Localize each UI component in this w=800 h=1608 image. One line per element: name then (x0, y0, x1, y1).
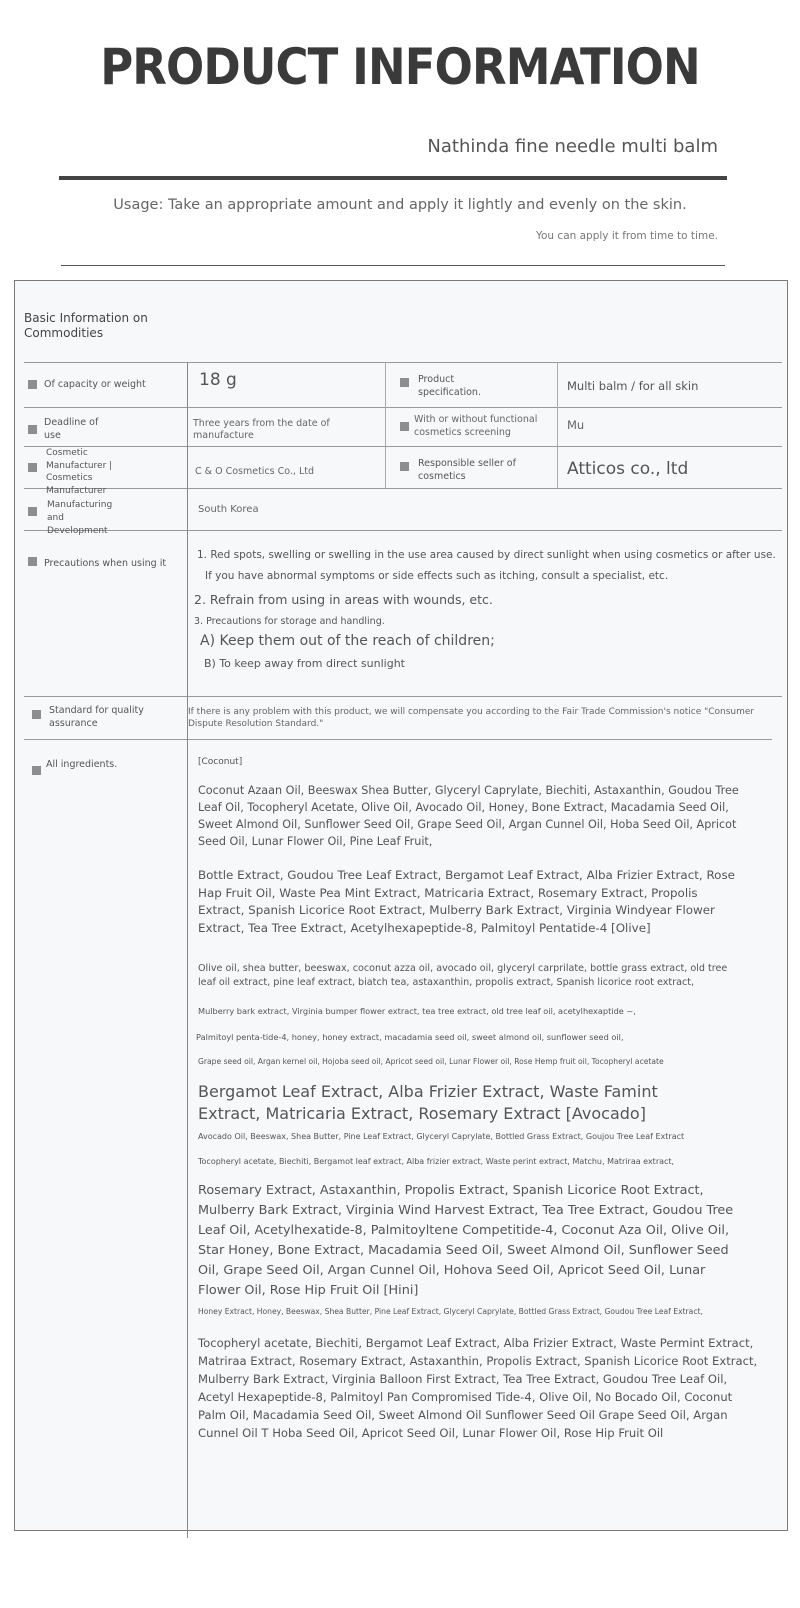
row-divider (24, 488, 782, 489)
bullet-square-icon (400, 378, 409, 387)
column-divider (187, 362, 188, 1538)
spec-label: Product specification. (418, 374, 481, 398)
ingredient-paragraph: Honey Extract, Honey, Beeswax, Shea Butter, Pine Leaf Extract, Glyceryl Caprylate, Bottled Grass Extract, Goudou Tree Leaf Extract, (198, 1307, 703, 1316)
seller-value: Atticos co., ltd (567, 459, 689, 479)
bullet-square-icon (28, 557, 37, 566)
seller-label: Responsible seller of cosmetics (418, 458, 516, 482)
precaution-item: If you have abnormal symptoms or side effects such as itching, consult a specialist, etc. (205, 570, 669, 582)
deadline-label: Deadline of use (44, 417, 99, 441)
usage-note: You can apply it from time to time. (535, 230, 718, 242)
manufacturer-value: C & O Cosmetics Co., Ltd (195, 466, 315, 477)
origin-value: South Korea (198, 504, 259, 515)
precaution-item: A) Keep them out of the reach of children; (200, 633, 495, 649)
section-heading: Basic Information on Commodities (24, 311, 148, 340)
ingredient-paragraph: Olive oil, shea butter, beeswax, coconut azza oil, avocado oil, glyceryl carprilate, bottle grass extract, old tree leaf oil extract, pine leaf extract, biatch tea, astaxanthin, propolis extract, Spanish licorice root extract, (198, 963, 728, 988)
column-divider (557, 362, 558, 488)
quality-label: Standard for quality assurance (49, 705, 144, 729)
manufacturer-label: Cosmetic Manufacturer | Cosmetics Manufacturer (46, 448, 113, 496)
bullet-square-icon (400, 422, 409, 431)
ingredient-paragraph: Tocopheryl acetate, Biechiti, Bergamot Leaf Extract, Alba Frizier Extract, Waste Permint Extract, Matriraa Extract, Rosemary Extract, Astaxanthin, Propolis Extract, Spanish Licorice Root Extract, Mulberry Bark Extract, Virginia Balloon First Extract, Tea Tree Extract, Goudou Tree Leaf Oil, Acetyl Hexapeptide-8, Palmitoyl Pan Compromised Tide-4, Olive Oil, No Bocado Oil, Coconut Palm Oil, Macadamia Seed Oil, Sweet Almond Oil Sunflower Seed Oil Grape Seed Oil, Argan Cunnel Oil T Hoba Seed Oil, Apricot Seed Oil, Lunar Flower Oil, Rose Hip Fruit Oil (198, 1336, 758, 1440)
deadline-value: Three years from the date of manufacture (193, 418, 330, 441)
row-divider (24, 696, 782, 697)
bullet-square-icon (32, 710, 41, 719)
ingredient-paragraph: Bergamot Leaf Extract, Alba Frizier Extract, Waste Famint Extract, Matricaria Extract, Rosemary Extract [Avocado] (198, 1082, 658, 1123)
bullet-square-icon (28, 380, 37, 389)
ingredient-paragraph: Avocado Oil, Beeswax, Shea Butter, Pine Leaf Extract, Glyceryl Caprylate, Bottled Grass Extract, Goujou Tree Leaf Extract (198, 1132, 685, 1141)
ingredient-paragraph: Mulberry bark extract, Virginia bumper flower extract, tea tree extract, old tree leaf oil, acetylhexaptide ~, (198, 1006, 636, 1016)
bullet-square-icon (32, 766, 41, 775)
row-divider (24, 530, 782, 531)
ingredients-label: All ingredients. (46, 759, 118, 770)
column-divider (385, 362, 386, 488)
precaution-item: 3. Precautions for storage and handling. (194, 616, 385, 627)
origin-label: Manufacturing and Development (47, 500, 113, 536)
row-divider (24, 362, 782, 363)
section-divider (61, 265, 725, 266)
ingredient-paragraph: Coconut Azaan Oil, Beeswax Shea Butter, Glyceryl Caprylate, Biechiti, Astaxanthin, Goudou Tree Leaf Oil, Tocopheryl Acetate, Olive Oil, Avocado Oil, Honey, Bone Extract, Macadamia Seed Oil, Sweet Almond Oil, Sunflower Seed Oil, Grape Seed Oil, Argan Cunnel Oil, Hoba Seed Oil, Apricot Seed Oil, Lunar Flower Oil, Pine Leaf Fruit, (198, 784, 739, 848)
row-divider (24, 446, 782, 447)
bullet-square-icon (28, 425, 37, 434)
precaution-item: B) To keep away from direct sunlight (204, 657, 405, 670)
usage-text: Usage: Take an appropriate amount and apply it lightly and evenly on the skin. (113, 197, 687, 213)
ingredient-paragraph: Bottle Extract, Goudou Tree Leaf Extract, Bergamot Leaf Extract, Alba Frizier Extract, Rose Hap Fruit Oil, Waste Pea Mint Extract, Matricaria Extract, Rosemary Extract, Propolis Extract, Spanish Licorice Root Extract, Mulberry Bark Extract, Virginia Windyear Flower Extract, Tea Tree Extract, Acetylhexapeptide-8, Palmitoyl Pentatide-4 [Olive] (198, 868, 735, 935)
spec-value: Multi balm / for all skin (567, 379, 699, 393)
bullet-square-icon (400, 462, 409, 471)
product-name: Nathinda fine needle multi balm (427, 136, 718, 157)
quality-value: If there is any problem with this product, we will compensate you according to the Fair Trade Commission's notice "Consumer Dispute Resolution Standard." (188, 707, 755, 729)
precautions-label: Precautions when using it (44, 558, 167, 569)
ingredient-paragraph: Tocopheryl acetate, Biechiti, Bergamot leaf extract, Alba frizier extract, Waste perint extract, Matchu, Matriraa extract, (198, 1157, 675, 1166)
bullet-square-icon (28, 507, 37, 516)
functional-label: With or without functional cosmetics screening (414, 414, 538, 438)
ingredient-paragraph: Grape seed oil, Argan kernel oil, Hojoba seed oil, Apricot seed oil, Lunar Flower oil, Rose Hemp fruit oil, Tocopheryl acetate (198, 1057, 664, 1066)
ingredient-paragraph: Rosemary Extract, Astaxanthin, Propolis Extract, Spanish Licorice Root Extract, Mulberry Bark Extract, Virginia Wind Harvest Extract, Tea Tree Extract, Goudou Tree Leaf Oil, Acetylhexatide-8, Palmitoyltene Competitide-4, Coconut Aza Oil, Olive Oil, Star Honey, Bone Extract, Macadamia Seed Oil, Sweet Almond Oil, Sunflower Seed Oil, Grape Seed Oil, Argan Cunnel Oil, Hohova Seed Oil, Apricot Seed Oil, Lunar Flower Oil, Rose Hip Fruit Oil [Hini] (198, 1183, 734, 1298)
row-divider (24, 739, 772, 740)
row-divider (24, 407, 782, 408)
ingredient-paragraph: Palmitoyl penta-tide-4, honey, honey extract, macadamia seed oil, sweet almond oil, sunflower seed oil, (196, 1032, 624, 1042)
ingredient-paragraph: [Coconut] (198, 757, 243, 767)
functional-value: Mu (567, 418, 585, 432)
precaution-item: 1. Red spots, swelling or swelling in the use area caused by direct sunlight when using cosmetics or after use. (197, 549, 776, 561)
precaution-item: 2. Refrain from using in areas with wounds, etc. (194, 592, 493, 607)
header-divider (59, 176, 727, 180)
capacity-value: 18 g (199, 370, 237, 390)
page-title: PRODUCT INFORMATION (100, 38, 700, 96)
capacity-label: Of capacity or weight (44, 379, 146, 390)
bullet-square-icon (28, 463, 37, 472)
